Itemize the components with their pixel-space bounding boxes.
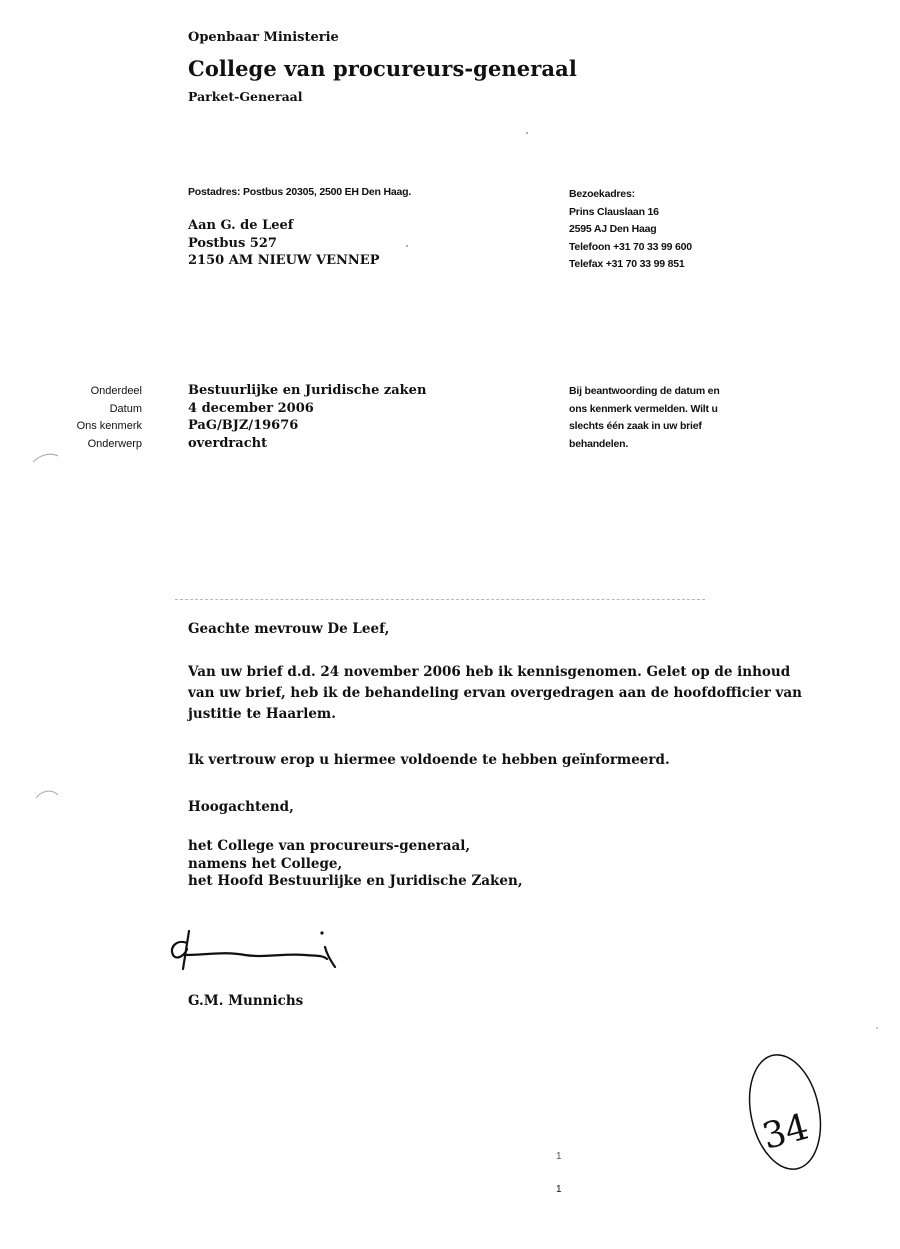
body-paragraph: Van uw brief d.d. 24 november 2006 heb ik kennisgenomen. Gelet op de inhoud van uw brief, heb ik de behandeling ervan overgedragen aan de hoofdofficier van justitie te Haarlem. [188,664,802,722]
metadata-values [188,382,426,452]
closing: Hoogachtend, [188,799,294,815]
signer-name: G.M. Munnichs [188,993,304,1009]
metadata-label: Onderwerp [87,437,142,450]
postal-address: Postadres: Postbus 20305, 2500 EH Den Haag. [188,186,412,198]
visiting-address-line: 2595 AJ Den Haag [569,223,657,235]
visiting-address-line: Bezoekadres: [569,188,635,200]
metadata-labels [60,383,142,453]
recipient-line: Aan G. de Leef [188,218,294,233]
handwritten-signature [165,925,345,975]
handwritten-page-number: 34 [758,1106,814,1158]
signature-block-line: het Hoofd Bestuurlijke en Juridische Zaken, [188,873,523,889]
signature-block-line: namens het College, [188,855,343,872]
metadata-label: Datum [109,402,142,415]
signature-block-line: het College van procureurs-generaal, [188,838,471,854]
metadata-value: 4 december 2006 [188,400,314,416]
department-name: Parket-Generaal [188,89,303,104]
visiting-address-line: Telefax +31 70 33 99 851 [569,258,685,270]
metadata-value: overdracht [188,435,268,451]
page-mark: 1 [556,1184,562,1195]
reply-note: Bij beantwoording de datum en ons kenmerk vermelden. Wilt u slechts één zaak in uw brief behandelen. [569,385,720,450]
recipient-line: Postbus 527 [188,235,277,251]
college-title: College van procureurs-generaal [188,56,577,81]
recipient-line: 2150 AM NIEUW VENNEP [188,253,380,268]
metadata-value: PaG/BJZ/19676 [188,418,299,433]
handwritten-page-number-circle [740,1050,840,1175]
fold-line-divider [175,599,705,600]
metadata-value: Bestuurlijke en Juridische zaken [188,383,427,398]
visiting-address-line: Prins Clauslaan 16 [569,205,659,218]
metadata-label: Ons kenmerk [76,420,142,432]
signature-block [188,838,523,891]
visiting-address-line: Telefoon +31 70 33 99 600 [569,240,692,253]
body-paragraph: Ik vertrouw erop u hiermee voldoende te hebben geïnformeerd. [188,752,670,768]
page-mark: 1 [556,1151,562,1162]
metadata-label: Onderdeel [90,385,142,397]
recipient-address [188,217,380,270]
visiting-address [569,186,692,274]
salutation: Geachte mevrouw De Leef, [188,621,390,637]
organization-name: Openbaar Ministerie [188,30,339,45]
